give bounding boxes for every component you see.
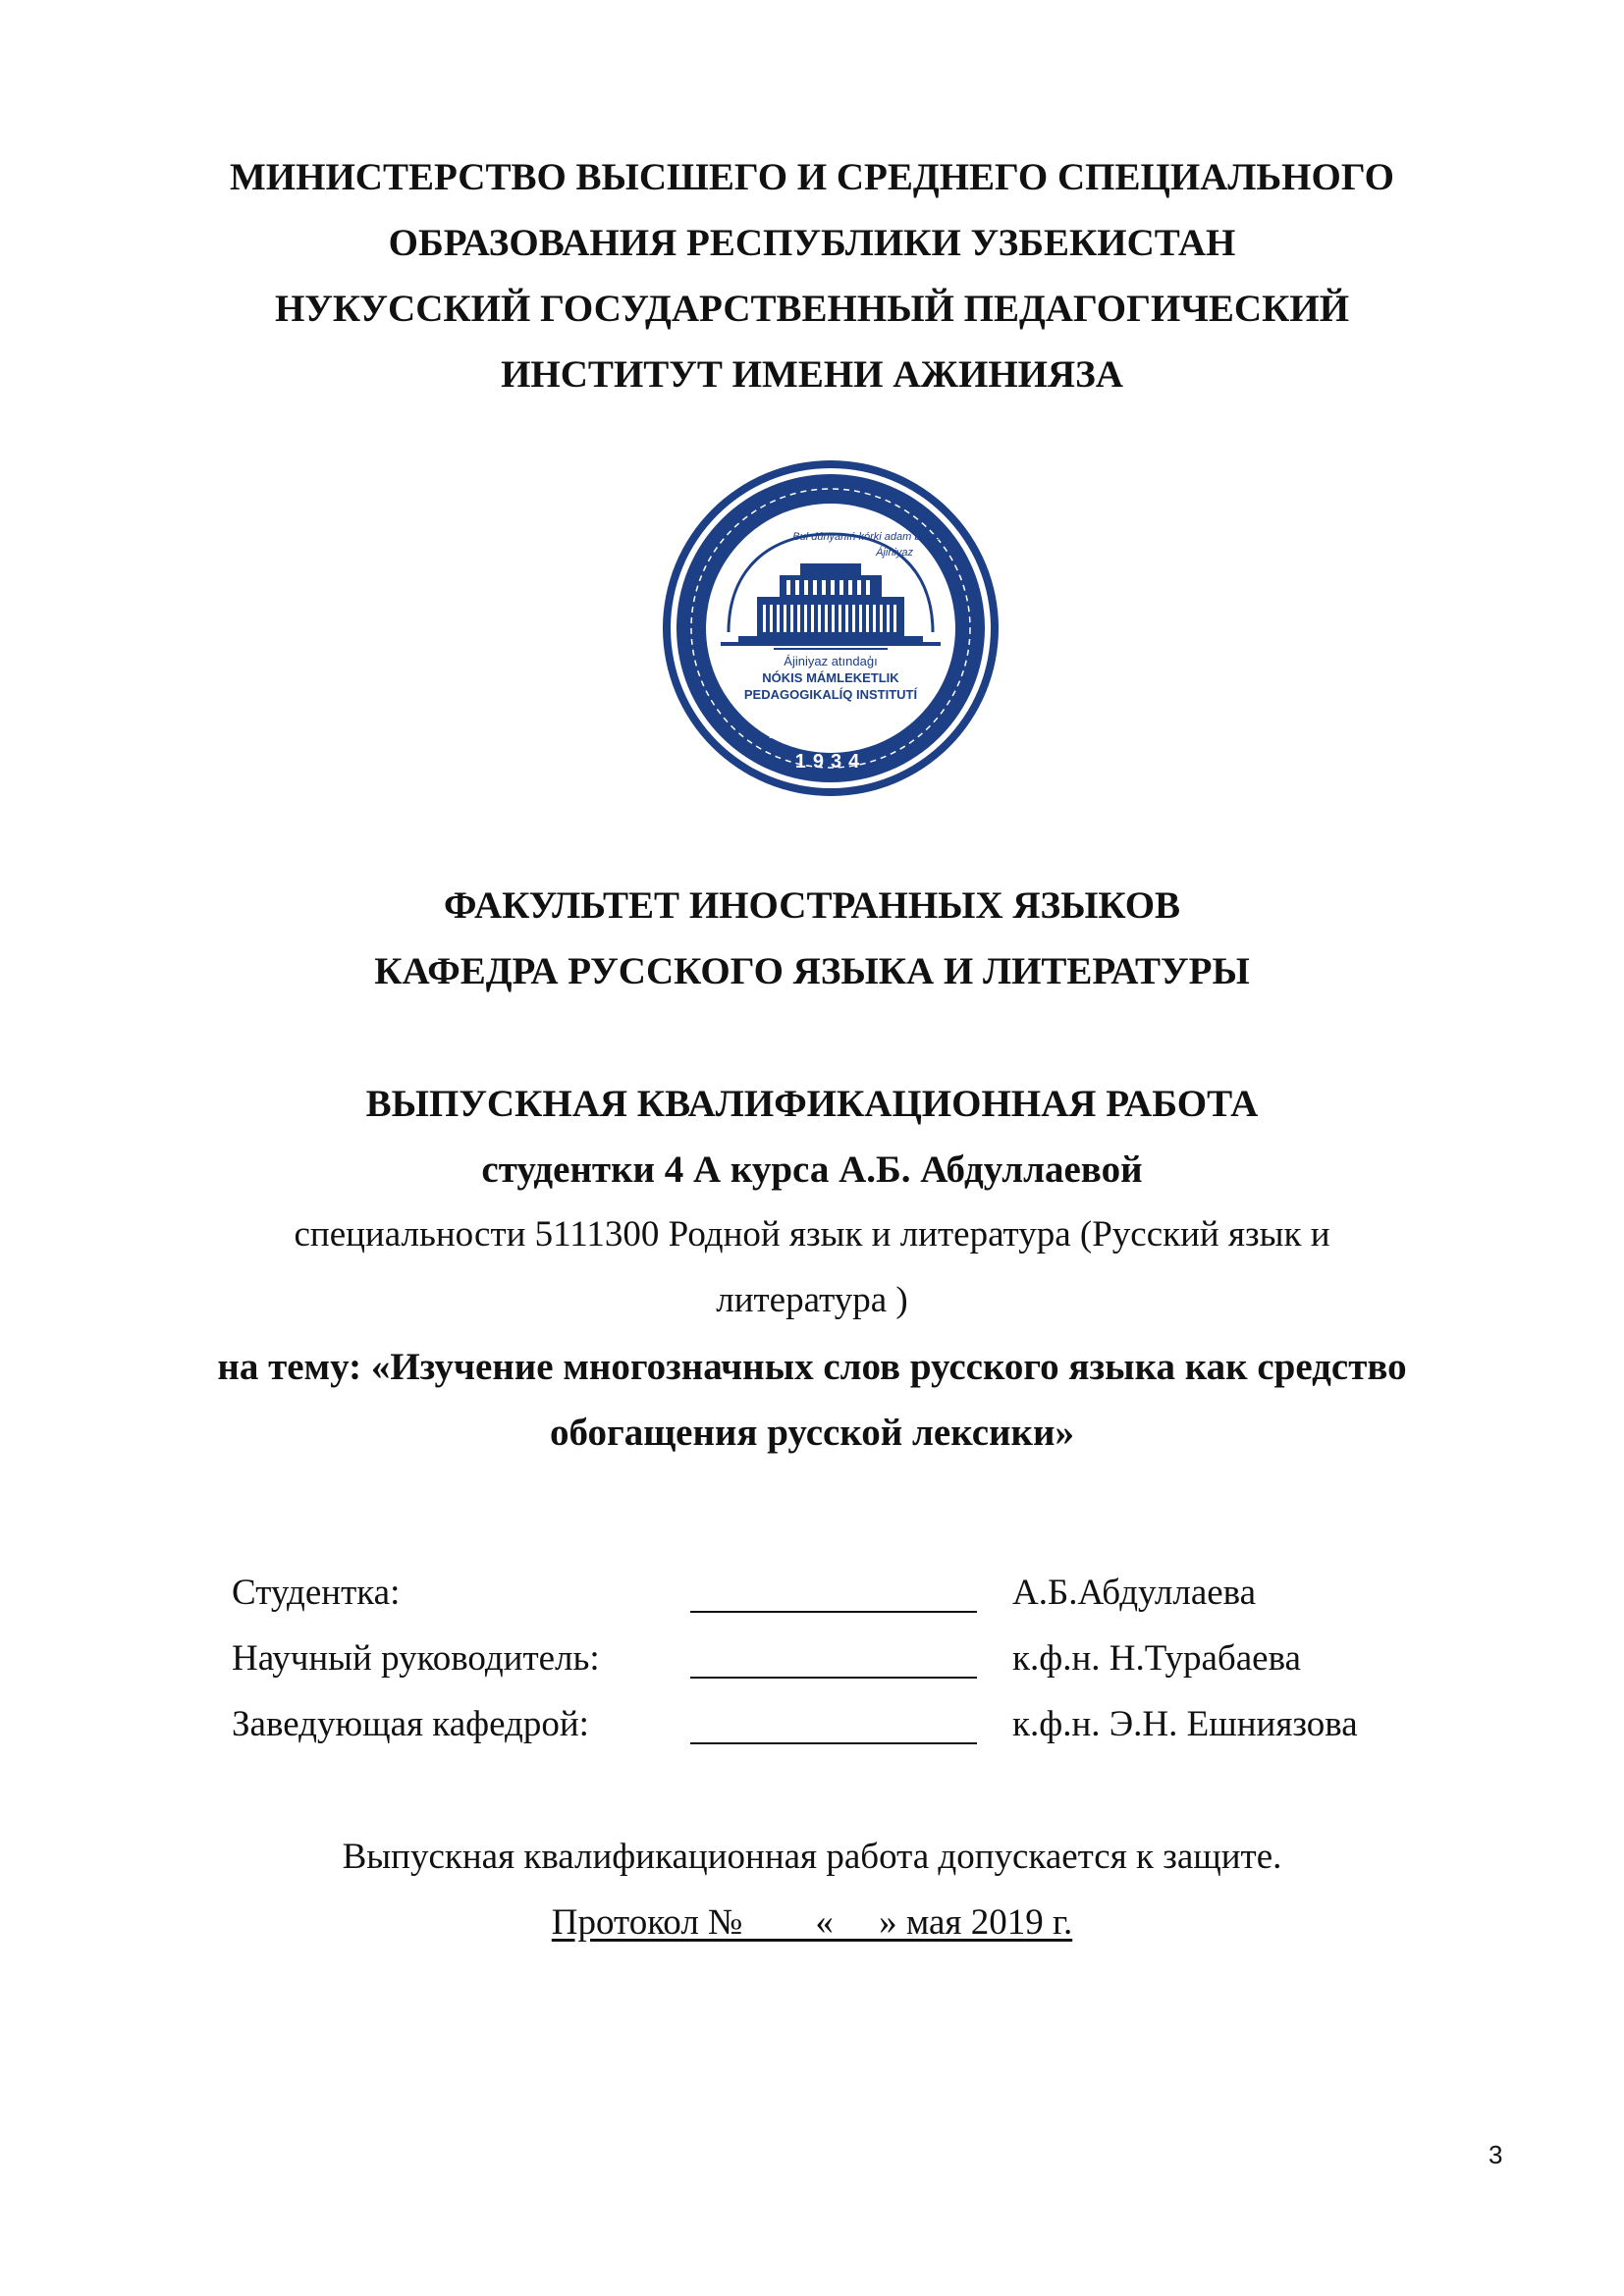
specialty-line-1: специальности 5111300 Родной язык и литература (Русский язык и <box>294 1214 1330 1255</box>
institute-logo <box>660 457 1001 799</box>
work-type: ВЫПУСКНАЯ КВАЛИФИКАЦИОННАЯ РАБОТА <box>365 1083 1259 1125</box>
signature-name: к.ф.н. Э.Н. Ешниязова <box>1012 1704 1358 1744</box>
signature-role: Научный руководитель: <box>232 1638 600 1679</box>
signature-line <box>690 1706 977 1744</box>
ministry-line-2: ОБРАЗОВАНИЯ РЕСПУБЛИКИ УЗБЕКИСТАН <box>388 222 1236 264</box>
topic-line-1: на тему: «Изучение многозначных слов русского языка как средство <box>217 1346 1407 1388</box>
topic-line-2: обогащения русской лексики» <box>550 1412 1074 1454</box>
institute-line-2: ИНСТИТУТ ИМЕНИ АЖИНИЯЗА <box>501 353 1123 396</box>
department-title: КАФЕДРА РУССКОГО ЯЗЫКА И ЛИТЕРАТУРЫ <box>374 950 1250 992</box>
protocol-line <box>0 1904 1624 1941</box>
signature-line <box>690 1575 977 1613</box>
logo-motto-1: Bul dúnyanıń kórki adam balası <box>792 531 944 543</box>
signature-name: к.ф.н. Н.Турабаева <box>1012 1638 1301 1679</box>
signature-row-supervisor <box>0 1640 1624 1683</box>
signature-line <box>690 1640 977 1679</box>
ministry-line-1: МИНИСТЕРСТВО ВЫСШЕГО И СРЕДНЕГО СПЕЦИАЛЬНОГО <box>229 156 1395 198</box>
faculty-title: ФАКУЛЬТЕТ ИНОСТРАННЫХ ЯЗЫКОВ <box>443 884 1181 927</box>
protocol-text: Протокол № « » мая 2019 г. <box>551 1902 1073 1943</box>
signature-row-head <box>0 1706 1624 1749</box>
signature-name: А.Б.Абдуллаева <box>1012 1573 1257 1613</box>
signature-role: Студентка: <box>232 1573 401 1613</box>
logo-name-1: Ájiniyaz atındaģı <box>784 654 878 668</box>
admission-text: Выпускная квалификационная работа допускается к защите. <box>342 1837 1282 1877</box>
student-line: студентки 4 А курса А.Б. Абдуллаевой <box>481 1148 1143 1191</box>
logo-motto-2: Ájiniyaz <box>876 547 913 559</box>
logo-name-2: NÓKIS MÁMLEKETLIK <box>762 670 899 685</box>
logo-abbreviation: NMPI <box>767 709 894 746</box>
specialty-line-2: литература ) <box>716 1280 908 1320</box>
logo-name-3: PEDAGOGIKALÍQ INSTITUTÍ <box>743 687 918 702</box>
signature-row-student <box>0 1575 1624 1618</box>
logo-year: 1934 <box>794 751 867 773</box>
signature-role: Заведующая кафедрой: <box>232 1704 589 1744</box>
institute-line-1: НУКУССКИЙ ГОСУДАРСТВЕННЫЙ ПЕДАГОГИЧЕСКИЙ <box>274 288 1350 330</box>
page-number: 3 <box>1489 2140 1503 2169</box>
